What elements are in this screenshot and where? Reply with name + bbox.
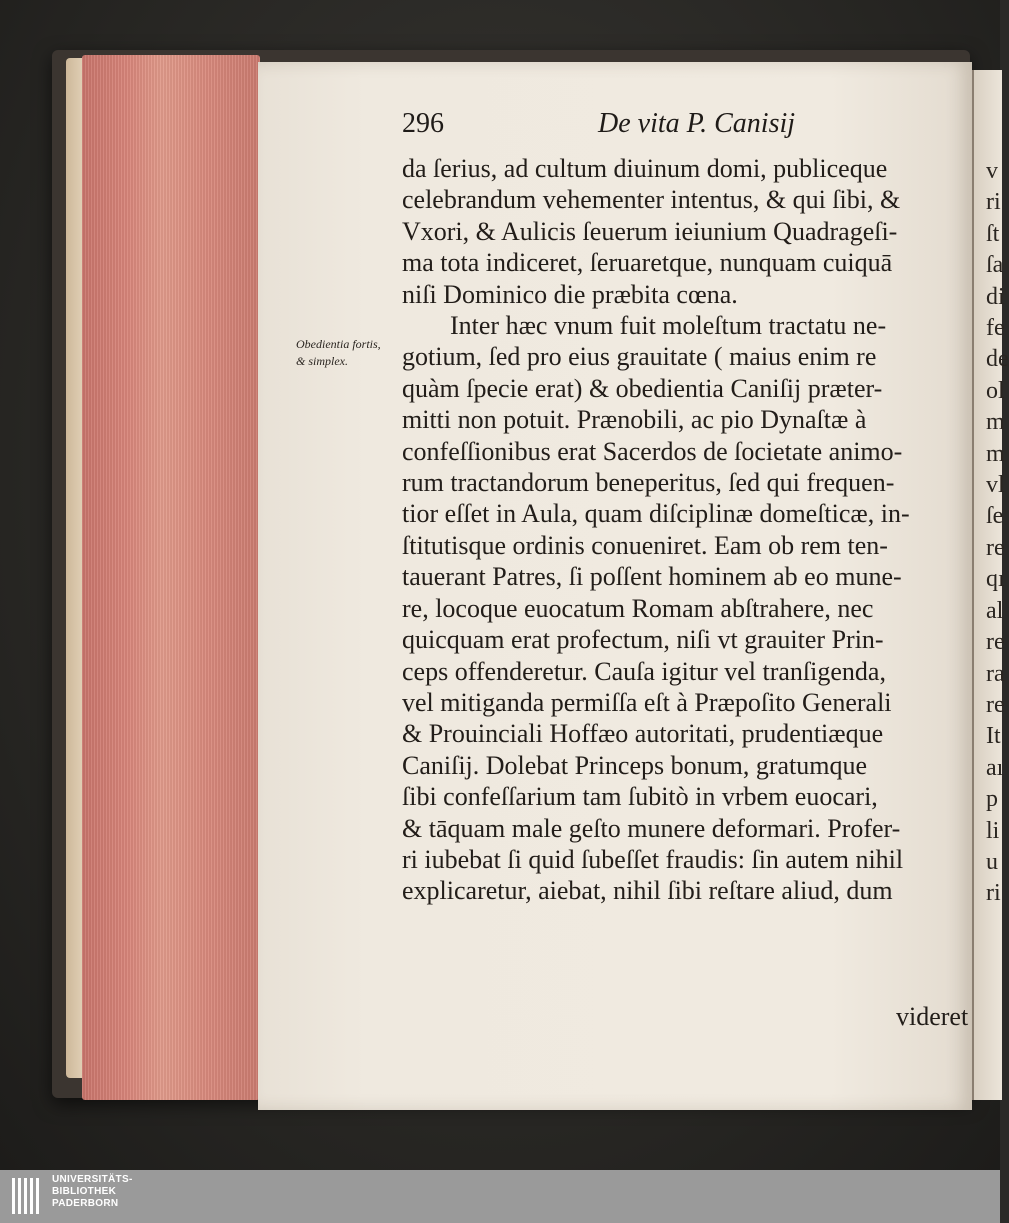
library-name-line-3: PADERBORN — [52, 1198, 119, 1209]
facing-page-fragment: de — [986, 346, 1009, 373]
text-line: Caniſij. Dolebat Princeps bonum, gratumque — [402, 750, 868, 780]
facing-page-fragment: u — [986, 848, 998, 875]
text-line: explicaretur, aiebat, nihil ſibi reſtare aliud, dum — [402, 876, 893, 906]
facing-page-fragment: m — [986, 440, 1005, 467]
text-line: quàm ſpecie erat) & obedientia Caniſij præter- — [402, 373, 883, 403]
text-line: quicquam erat profectum, niſi vt grauiter Prin- — [402, 625, 884, 655]
facing-page-fragment: re — [986, 534, 1005, 561]
facing-page-fragment: p — [986, 786, 998, 813]
text-line: & Prouinciali Hoffæo autoritati, prudentiæque — [402, 719, 884, 749]
facing-page-fragment: m — [986, 409, 1005, 436]
facing-page-fragment: aı — [986, 754, 1004, 781]
running-title: De vita P. Canisij — [598, 108, 796, 139]
text-line: ma tota indiceret, ſeruaretque, nunquam cuiquā — [402, 248, 893, 278]
text-line: ſtitutisque ordinis conueniret. Eam ob rem ten- — [402, 530, 888, 560]
library-name — [52, 1174, 133, 1210]
text-line: rum tractandorum beneperitus, ſed qui frequen- — [402, 468, 895, 498]
margin-note: Obedientia fortis, & simplex. — [296, 337, 381, 368]
library-name-line-1: UNIVERSITÄTS- — [52, 1174, 133, 1185]
text-line: vel mitiganda permiſſa eſt à Præpoſito Generali — [402, 687, 892, 717]
text-line: niſi Dominico die præbita cœna. — [402, 279, 738, 309]
facing-page-fragment: ri — [986, 880, 1001, 907]
facing-page-fragment: re — [986, 691, 1005, 718]
text-line: tior eſſet in Aula, quam diſciplinæ domeſticæ, in- — [402, 499, 910, 529]
text-line: Vxori, & Aulicis ſeuerum ieiunium Quadrageſi- — [402, 216, 898, 246]
facing-page-fragment: li — [986, 817, 1000, 844]
library-logo-icon — [10, 1174, 46, 1218]
text-line: celebrandum vehementer intentus, & qui ſibi, & — [402, 185, 901, 215]
facing-page-fragment: ol — [986, 377, 1005, 404]
text-line: gotium, ſed pro eius grauitate ( maius enim re — [402, 342, 877, 372]
text-line: tauerant Patres, ſi poſſent hominem ab eo mune- — [402, 562, 902, 592]
catchword: videret — [896, 1002, 969, 1031]
library-footer — [0, 1170, 1000, 1223]
text-line: da ſerius, ad cultum diuinum domi, publiceque — [402, 154, 888, 183]
text-line: & tāquam male geſto munere deformari. Profer- — [402, 813, 901, 843]
text-line: Inter hæc vnum fuit moleſtum tractatu ne- — [450, 311, 887, 341]
facing-page-fragment: ſe — [986, 503, 1004, 530]
facing-page-fragment: di — [986, 283, 1005, 310]
red-fore-edge — [82, 55, 260, 1100]
text-line: ri iubebat ſi quid ſubeſſet fraudis: ſin autem nihil — [402, 844, 904, 874]
body-text — [402, 153, 962, 907]
facing-page-fragment: fe — [986, 315, 1005, 342]
text-line: ceps offenderetur. Cauſa igitur vel tranſigenda, — [402, 656, 886, 686]
text-line: ſibi confeſſarium tam ſubitò in vrbem euocari, — [402, 782, 878, 812]
facing-page-fragment: v — [986, 158, 998, 184]
text-line: mitti non potuit. Prænobili, ac pio Dynaſtæ à — [402, 405, 867, 435]
page-header — [402, 108, 822, 148]
text-line: re, locoque euocatum Romam abſtrahere, nec — [402, 593, 874, 623]
facing-page-fragment: vl — [986, 472, 1005, 499]
text-line: confeſſionibus erat Sacerdos de ſocietate animo- — [402, 436, 903, 466]
facing-page-fragment: ri — [986, 189, 1001, 216]
facing-page-fragments — [974, 70, 1009, 910]
facing-page-edge — [972, 70, 1009, 1100]
facing-page-fragment: al — [986, 597, 1004, 624]
facing-page-fragment: qı — [986, 566, 1005, 593]
facing-page-fragment: ſt — [986, 220, 1000, 247]
library-name-line-2: BIBLIOTHEK — [52, 1186, 117, 1197]
facing-page-fragment: ra — [986, 660, 1005, 687]
facing-page-fragment: ſa — [986, 252, 1004, 279]
facing-page-fragment: re — [986, 629, 1005, 656]
facing-page-fragment: It — [986, 723, 1001, 750]
page-number: 296 — [402, 108, 444, 139]
